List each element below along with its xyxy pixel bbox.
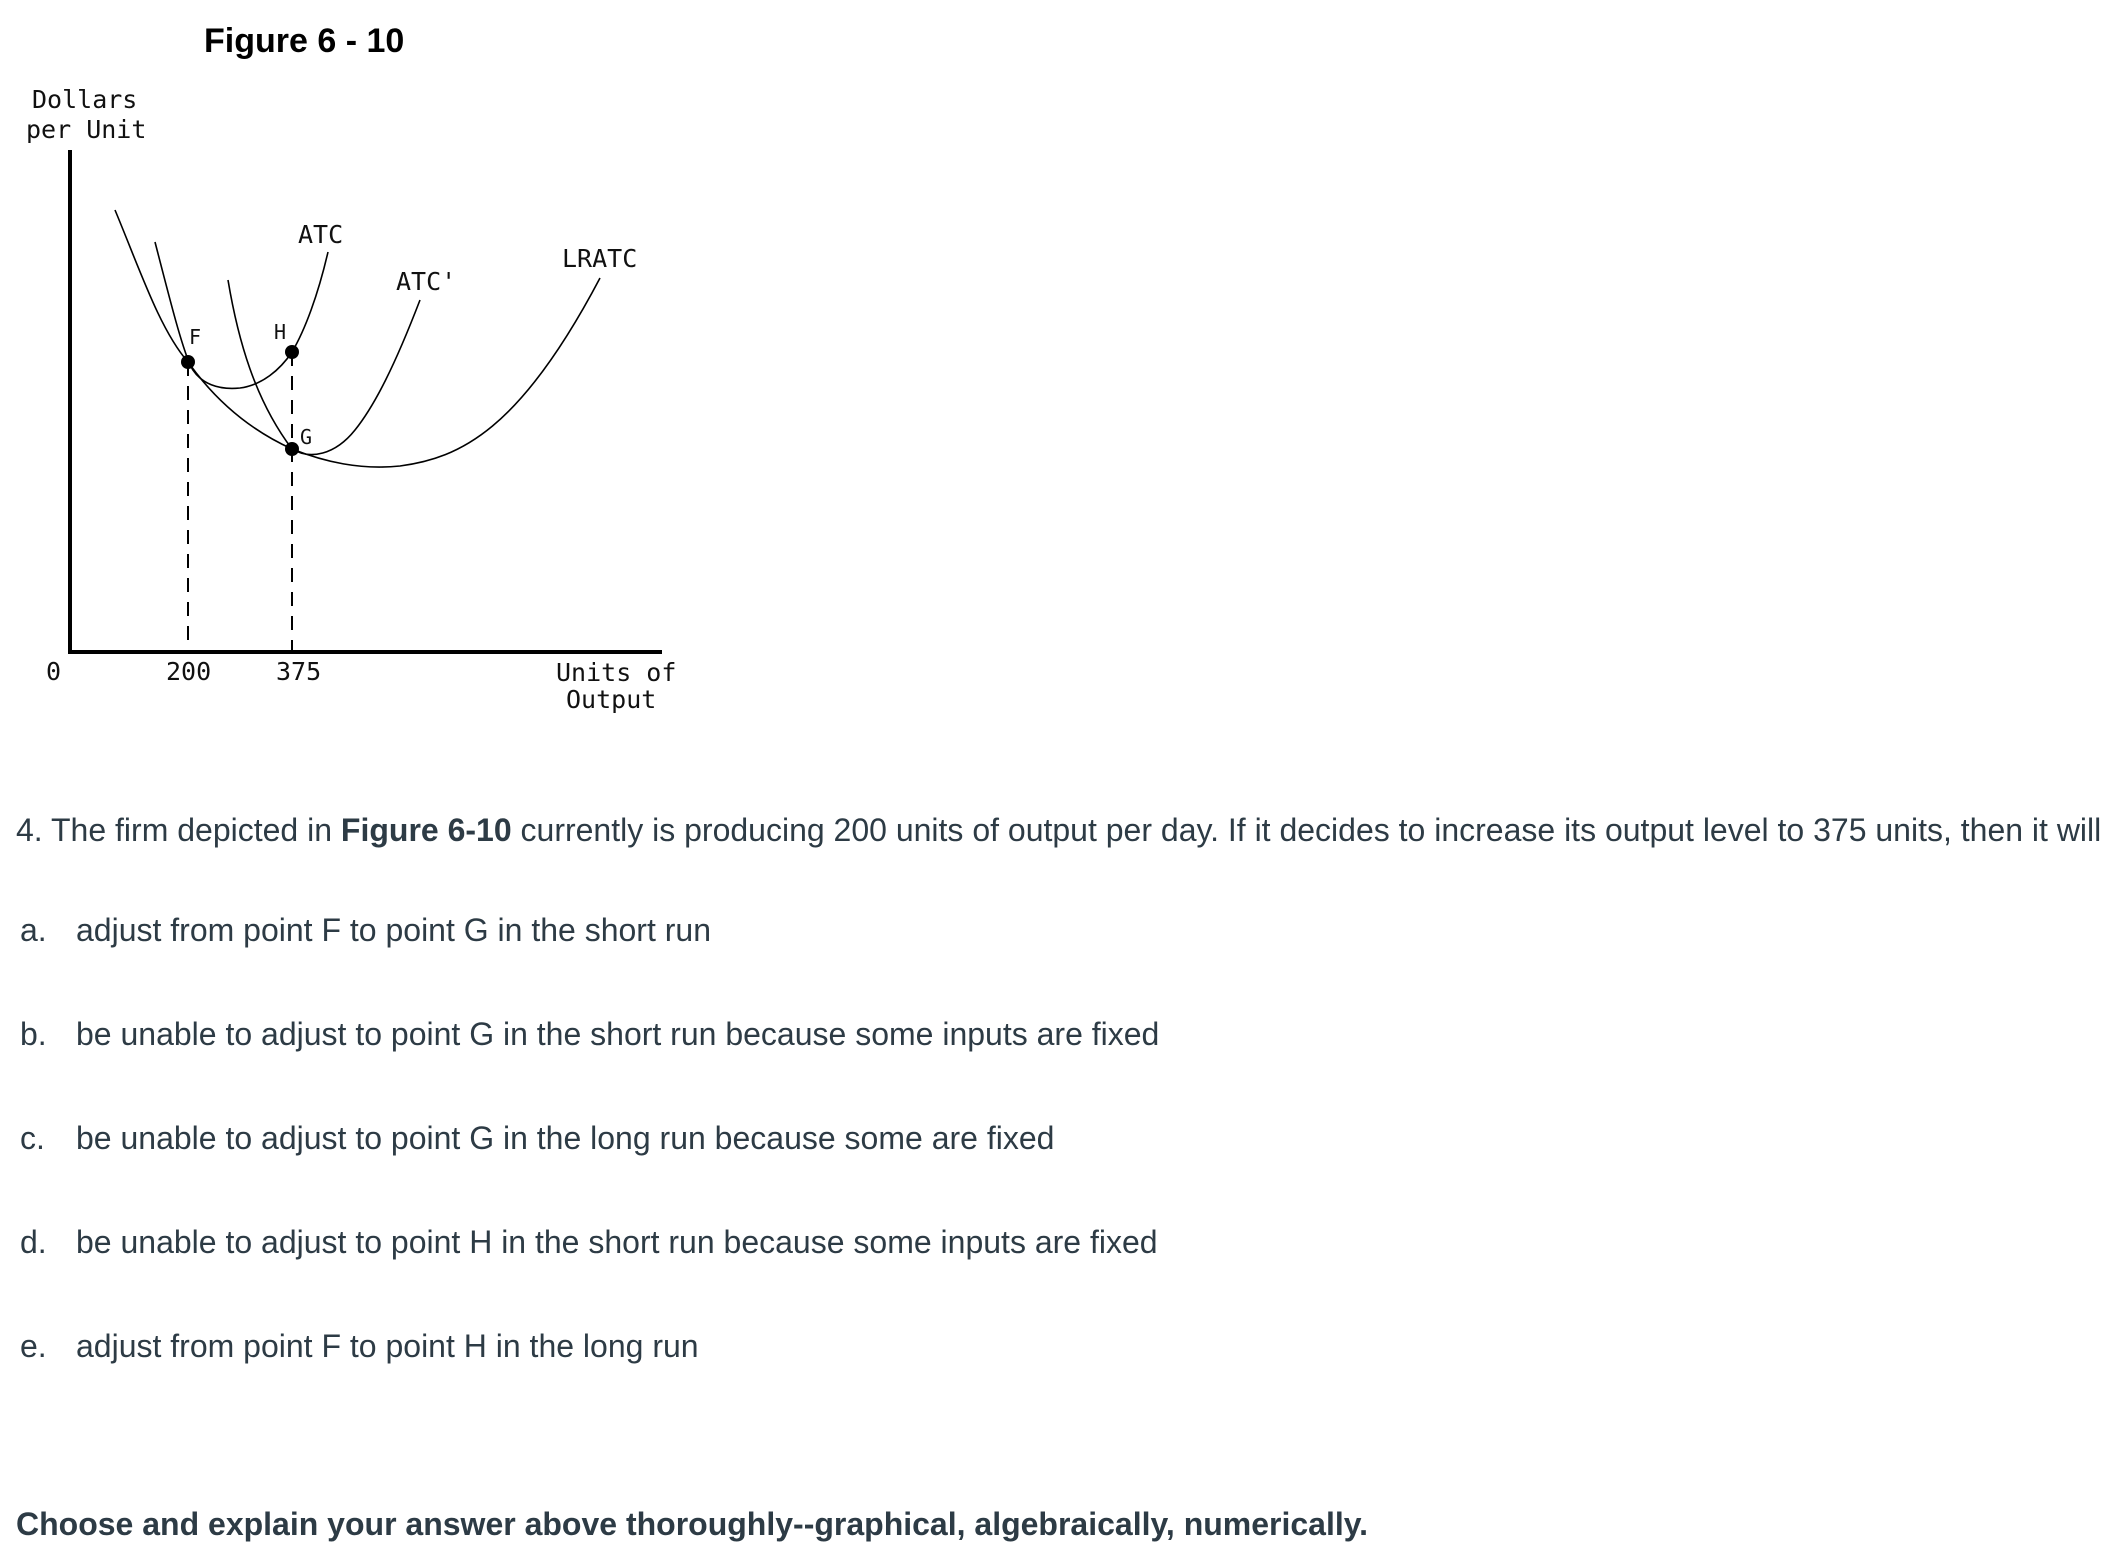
x-axis-label-line2: Output <box>566 685 657 714</box>
y-axis-label-line2: per Unit <box>26 115 147 144</box>
option-c-letter: c. <box>20 1120 45 1156</box>
option-d-letter: d. <box>20 1224 47 1260</box>
point-f-label: F <box>189 325 202 349</box>
option-d[interactable] <box>20 1224 1158 1261</box>
option-b[interactable] <box>20 1016 1159 1053</box>
figure-title: Figure 6 - 10 <box>204 22 405 60</box>
option-a[interactable] <box>20 912 711 949</box>
option-c-text: be unable to adjust to point G in the long run because some are fixed <box>76 1120 1055 1156</box>
option-b-text: be unable to adjust to point G in the short run because some inputs are fixed <box>76 1016 1160 1052</box>
option-e-letter: e. <box>20 1328 47 1364</box>
question-after: currently is producing 200 units of output per day. If it decides to increase its output level to 375 units, then it will <box>520 812 2102 848</box>
label-atc: ATC <box>298 220 344 249</box>
label-atc-prime: ATC' <box>396 267 457 296</box>
x-tick-375: 375 <box>276 657 322 686</box>
question-text <box>16 812 2106 849</box>
y-axis-label-line1: Dollars <box>32 85 138 114</box>
option-e[interactable] <box>20 1328 699 1365</box>
point-g-label: G <box>300 425 313 449</box>
option-b-letter: b. <box>20 1016 47 1052</box>
option-a-text: adjust from point F to point G in the short run <box>76 912 711 948</box>
point-h-label: H <box>274 320 287 344</box>
curve-atc-prime <box>228 280 420 455</box>
point-h <box>285 345 299 359</box>
curve-atc <box>155 242 328 388</box>
answer-prompt: Choose and explain your answer above thoroughly--graphical, algebraically, numerically. <box>16 1506 1369 1542</box>
option-e-text: adjust from point F to point H in the long run <box>76 1328 699 1364</box>
option-a-letter: a. <box>20 912 47 948</box>
cost-curves-graph <box>0 60 700 740</box>
question-before: The firm depicted in <box>51 812 333 848</box>
x-tick-200: 200 <box>166 657 212 686</box>
figure-reference: Figure 6-10 <box>340 812 512 848</box>
label-lratc: LRATC <box>562 244 638 273</box>
option-c[interactable] <box>20 1120 1054 1157</box>
point-f <box>181 355 195 369</box>
point-g <box>285 442 299 456</box>
x-axis-label-line1: Units of <box>556 658 677 687</box>
question-number: 4. <box>16 812 43 848</box>
origin-label: 0 <box>46 657 62 686</box>
curve-lratc <box>115 210 600 467</box>
option-d-text: be unable to adjust to point H in the short run because some inputs are fixed <box>76 1224 1158 1260</box>
